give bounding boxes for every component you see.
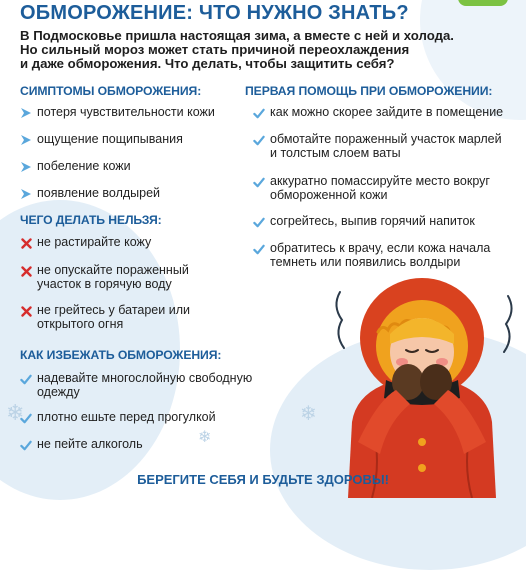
first-aid-text: аккуратно помассируйте место вокруг (270, 174, 490, 188)
check-icon (253, 242, 265, 256)
symptom-text: побеление кожи (37, 159, 131, 173)
check-icon (20, 372, 32, 386)
symptom-item (37, 187, 160, 201)
cross-icon (20, 264, 32, 278)
symptom-text: потеря чувствительности кожи (37, 105, 215, 119)
first-aid-heading: ПЕРВАЯ ПОМОЩЬ ПРИ ОБМОРОЖЕНИИ: (245, 84, 493, 98)
prevention-item (37, 438, 143, 452)
check-icon (253, 175, 265, 189)
freezing-person-illustration (318, 272, 526, 498)
chevron-right-icon (20, 187, 32, 201)
snowflake-icon: ❄ (6, 400, 25, 425)
dont-item (37, 236, 151, 250)
check-icon (20, 438, 32, 452)
brand-logo (458, 0, 508, 6)
first-aid-text: и толстым слоем ваты (270, 145, 401, 160)
chevron-right-icon (20, 133, 32, 147)
page-title: ОБМОРОЖЕНИЕ: ЧТО НУЖНО ЗНАТЬ? (20, 2, 409, 24)
intro-line: В Подмосковье пришла настоящая зима, а вместе с ней и холода. (20, 28, 454, 43)
first-aid-item (270, 215, 475, 229)
cross-icon (20, 236, 32, 250)
first-aid-item (270, 106, 503, 120)
snowflake-icon: ❄ (198, 429, 212, 446)
first-aid-text: обратитесь к врачу, если кожа начала (270, 241, 491, 255)
symptom-item (37, 106, 215, 120)
intro-line: Но сильный мороз может стать причиной переохлаждения (20, 42, 410, 58)
chevron-right-icon (20, 106, 32, 120)
first-aid-item (270, 133, 502, 160)
first-aid-item (270, 175, 490, 202)
symptom-text: ощущение пощипывания (37, 132, 183, 146)
prevention-item (37, 411, 216, 425)
snowflake-icon: ❄ (300, 403, 317, 425)
donts-heading: ЧЕГО ДЕЛАТЬ НЕЛЬЗЯ: (20, 213, 162, 227)
dont-item (37, 304, 190, 331)
first-aid-text: обмороженной кожи (270, 187, 388, 202)
dont-text: не опускайте пораженный (37, 263, 189, 277)
closing-slogan: БЕРЕГИТЕ СЕБЯ И БУДЬТЕ ЗДОРОВЫ! (137, 472, 389, 487)
prevention-text: надевайте многослойную свободную (37, 371, 253, 385)
symptom-item (37, 160, 131, 174)
prevention-item (37, 372, 252, 399)
chevron-right-icon (20, 160, 32, 174)
dont-text: участок в горячую воду (37, 276, 172, 291)
intro-line: и даже обморожения. Что делать, чтобы защитить себя? (20, 56, 395, 72)
prevention-text: одежду (37, 384, 80, 399)
check-icon (253, 133, 265, 147)
check-icon (253, 106, 265, 120)
cross-icon (20, 304, 32, 318)
first-aid-item (270, 242, 490, 269)
dont-text: открытого огня (37, 316, 124, 331)
symptom-item (37, 133, 183, 147)
first-aid-text: согрейтесь, выпив горячий напиток (270, 214, 475, 228)
check-icon (253, 215, 265, 229)
check-icon (20, 411, 32, 425)
first-aid-text: обмотайте пораженный участок марлей (270, 132, 502, 146)
dont-text: не грейтесь у батареи или (37, 303, 190, 317)
prevention-heading: КАК ИЗБЕЖАТЬ ОБМОРОЖЕНИЯ: (20, 348, 222, 362)
symptoms-heading: СИМПТОМЫ ОБМОРОЖЕНИЯ: (20, 84, 202, 98)
dont-item (37, 264, 189, 291)
first-aid-text: как можно скорее зайдите в помещение (270, 105, 504, 119)
prevention-text: плотно ешьте перед прогулкой (37, 410, 216, 424)
symptom-text: появление волдырей (37, 186, 161, 200)
intro-text (20, 29, 490, 72)
first-aid-text: темнеть или появились волдыри (270, 254, 461, 269)
prevention-text: не пейте алкоголь (37, 437, 143, 451)
dont-text: не растирайте кожу (37, 235, 152, 249)
